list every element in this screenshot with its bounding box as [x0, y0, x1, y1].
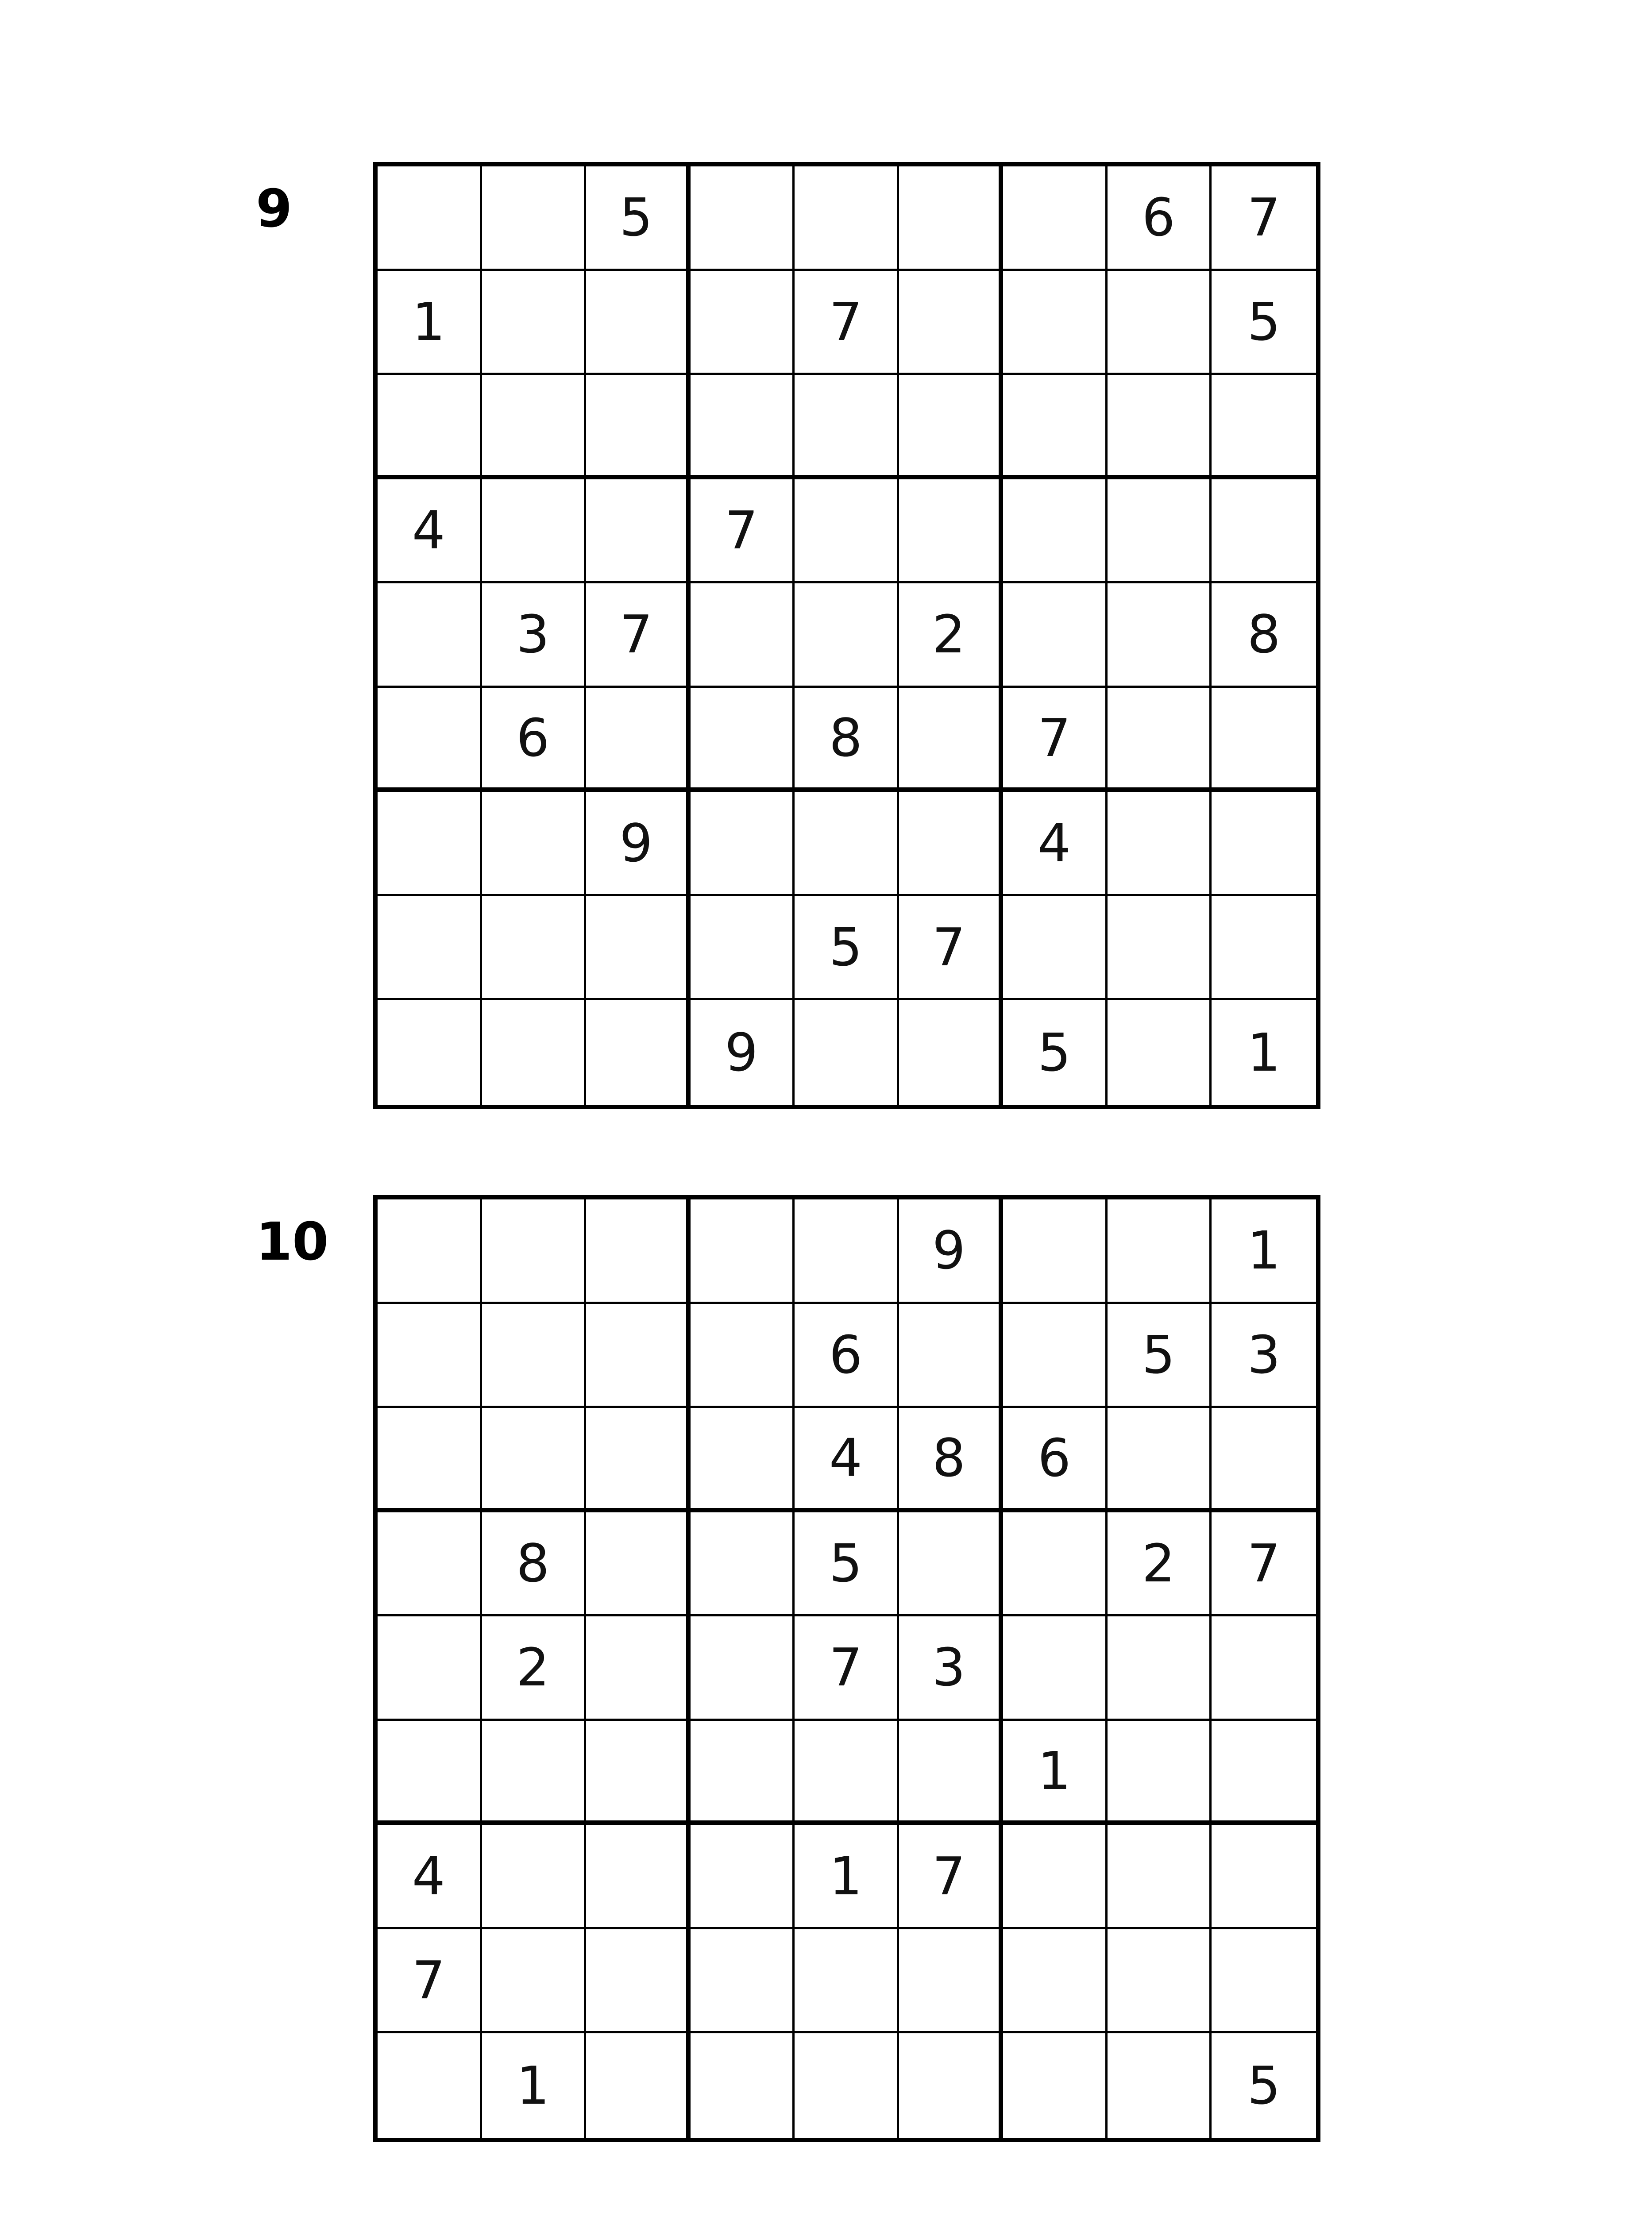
sudoku-cell[interactable] [482, 1000, 587, 1105]
sudoku-cell[interactable] [378, 1408, 482, 1512]
sudoku-cell[interactable]: 6 [1108, 166, 1212, 271]
sudoku-grid-10 [373, 1195, 1320, 2142]
sudoku-cell[interactable]: 5 [795, 896, 899, 1001]
sudoku-cell[interactable]: 4 [795, 1408, 899, 1512]
sudoku-cell[interactable] [1108, 271, 1212, 375]
sudoku-cell[interactable]: 5 [586, 166, 691, 271]
sudoku-cell[interactable]: 4 [1003, 792, 1108, 896]
sudoku-cell[interactable] [795, 479, 899, 584]
sudoku-cell[interactable] [1003, 375, 1108, 479]
sudoku-cell[interactable] [795, 375, 899, 479]
sudoku-cell[interactable]: 8 [1212, 583, 1316, 688]
sudoku-cell[interactable]: 6 [795, 1304, 899, 1408]
sudoku-cell[interactable]: 8 [795, 688, 899, 792]
sudoku-cell[interactable] [1108, 1408, 1212, 1512]
sudoku-cell[interactable] [586, 1512, 691, 1617]
sudoku-cell[interactable] [1108, 375, 1212, 479]
sudoku-cell[interactable] [1108, 2033, 1212, 2138]
sudoku-cell[interactable] [378, 2033, 482, 2138]
sudoku-cell[interactable] [795, 1929, 899, 2034]
sudoku-cell[interactable] [586, 271, 691, 375]
sudoku-cell[interactable] [586, 479, 691, 584]
sudoku-cell[interactable] [899, 792, 1004, 896]
sudoku-cell[interactable] [899, 1000, 1004, 1105]
puzzle-number-10: 10 [256, 1211, 329, 1272]
sudoku-cell[interactable] [691, 1199, 795, 1304]
sudoku-cell[interactable] [482, 1199, 587, 1304]
sudoku-cell[interactable] [691, 375, 795, 479]
sudoku-cell[interactable] [482, 1929, 587, 2034]
sudoku-cell[interactable]: 7 [795, 271, 899, 375]
sudoku-cell[interactable] [691, 583, 795, 688]
sudoku-cell[interactable] [1003, 2033, 1108, 2138]
sudoku-cell[interactable]: 7 [795, 1616, 899, 1721]
sudoku-cell[interactable] [482, 1304, 587, 1408]
sudoku-cell[interactable] [1003, 166, 1108, 271]
sudoku-cell[interactable] [899, 166, 1004, 271]
sudoku-cell[interactable]: 3 [1212, 1304, 1316, 1408]
sudoku-cell[interactable] [586, 1304, 691, 1408]
sudoku-cell[interactable] [899, 1512, 1004, 1617]
sudoku-cell[interactable] [1003, 896, 1108, 1001]
sudoku-cell[interactable] [1003, 1929, 1108, 2034]
sudoku-cell[interactable] [1212, 688, 1316, 792]
sudoku-cell[interactable]: 7 [899, 1825, 1004, 1929]
sudoku-cell[interactable]: 6 [1003, 1408, 1108, 1512]
sudoku-cell[interactable]: 4 [378, 1825, 482, 1929]
sudoku-cell[interactable]: 7 [1212, 1512, 1316, 1617]
sudoku-cell[interactable] [378, 375, 482, 479]
sudoku-cell[interactable] [1003, 1512, 1108, 1617]
sudoku-cell[interactable]: 7 [899, 896, 1004, 1001]
sudoku-cell[interactable] [586, 1929, 691, 2034]
sudoku-cell[interactable] [1212, 375, 1316, 479]
sudoku-cell[interactable] [378, 896, 482, 1001]
puzzle-number-9: 9 [256, 178, 293, 239]
sudoku-cell[interactable] [482, 1825, 587, 1929]
sudoku-cell[interactable] [1108, 1721, 1212, 1825]
sudoku-cell[interactable] [1003, 1199, 1108, 1304]
sudoku-cell[interactable] [1108, 1000, 1212, 1105]
sudoku-cell[interactable] [899, 271, 1004, 375]
sudoku-cell[interactable]: 7 [691, 479, 795, 584]
sudoku-cell[interactable] [482, 896, 587, 1001]
sudoku-cell[interactable] [795, 583, 899, 688]
sudoku-cell[interactable] [378, 1616, 482, 1721]
sudoku-cell[interactable] [378, 583, 482, 688]
sudoku-cell[interactable] [899, 1721, 1004, 1825]
sudoku-cell[interactable]: 5 [1247, 2055, 1281, 2117]
sudoku-cell[interactable] [1003, 1304, 1108, 1408]
sudoku-cell[interactable] [1003, 1616, 1108, 1721]
sudoku-cell[interactable] [691, 688, 795, 792]
sudoku-cell[interactable] [1108, 1199, 1212, 1304]
sudoku-cell[interactable] [691, 1616, 795, 1721]
sudoku-cell[interactable] [1212, 1616, 1316, 1721]
sudoku-cell[interactable] [795, 1000, 899, 1105]
sudoku-cell[interactable] [1108, 479, 1212, 584]
sudoku-cell[interactable] [586, 1825, 691, 1929]
sudoku-cell[interactable] [691, 1512, 795, 1617]
sudoku-cell[interactable] [586, 2033, 691, 2138]
sudoku-cell[interactable] [1212, 1825, 1316, 1929]
sudoku-cell[interactable] [691, 792, 795, 896]
sudoku-cell[interactable] [899, 375, 1004, 479]
sudoku-cell[interactable]: 7 [1212, 166, 1316, 271]
sudoku-cell[interactable]: 5 [1108, 1304, 1212, 1408]
sudoku-cell[interactable] [691, 896, 795, 1001]
sudoku-cell[interactable]: 3 [899, 1616, 1004, 1721]
sudoku-cell[interactable] [1003, 583, 1108, 688]
sudoku-cell[interactable]: 5 [795, 1512, 899, 1617]
sudoku-cell[interactable] [482, 1721, 587, 1825]
sudoku-cell[interactable] [1212, 1929, 1316, 2034]
sudoku-cell[interactable]: 8 [482, 1512, 587, 1617]
sudoku-cell[interactable] [899, 688, 1004, 792]
sudoku-cell[interactable] [1108, 896, 1212, 1001]
sudoku-cell[interactable] [482, 375, 587, 479]
sudoku-cell[interactable] [899, 1304, 1004, 1408]
sudoku-cell[interactable] [1212, 1408, 1316, 1512]
sudoku-cell[interactable] [899, 479, 1004, 584]
sudoku-cell[interactable]: 3 [482, 583, 587, 688]
sudoku-cell[interactable] [1108, 583, 1212, 688]
sudoku-cell[interactable] [1003, 1825, 1108, 1929]
sudoku-cell[interactable] [795, 1199, 899, 1304]
sudoku-cell[interactable]: 7 [586, 583, 691, 688]
sudoku-cell[interactable] [586, 1408, 691, 1512]
sudoku-cell[interactable] [691, 1721, 795, 1825]
sudoku-cell[interactable] [691, 1929, 795, 2034]
sudoku-cell[interactable] [378, 1304, 482, 1408]
sudoku-cell[interactable] [378, 1721, 482, 1825]
sudoku-cell[interactable]: 1 [795, 1825, 899, 1929]
sudoku-cell[interactable] [482, 1408, 587, 1512]
sudoku-cell[interactable]: 1 [378, 271, 482, 375]
sudoku-cell[interactable] [1108, 1825, 1212, 1929]
sudoku-cell[interactable]: 6 [482, 688, 587, 792]
sudoku-cell[interactable] [1108, 792, 1212, 896]
sudoku-cell[interactable]: 1 [1212, 1199, 1316, 1304]
sudoku-cell[interactable] [1108, 1929, 1212, 2034]
sudoku-cell[interactable] [1108, 1616, 1212, 1721]
sudoku-cell[interactable] [795, 166, 899, 271]
sudoku-cell[interactable] [899, 1929, 1004, 2034]
sudoku-cell[interactable] [586, 1616, 691, 1721]
sudoku-cell[interactable] [482, 479, 587, 584]
sudoku-cell[interactable] [691, 1408, 795, 1512]
sudoku-cell[interactable]: 7 [378, 1929, 482, 2034]
sudoku-cell[interactable] [586, 1000, 691, 1105]
sudoku-cell[interactable]: 4 [378, 479, 482, 584]
sudoku-cell[interactable] [482, 271, 587, 375]
sudoku-cell[interactable] [378, 792, 482, 896]
sudoku-cell[interactable]: 2 [899, 583, 1004, 688]
sudoku-cell[interactable] [691, 1304, 795, 1408]
sudoku-cell[interactable] [482, 166, 587, 271]
sudoku-cell[interactable] [482, 792, 587, 896]
sudoku-cell[interactable] [378, 1512, 482, 1617]
sudoku-cell[interactable] [795, 792, 899, 896]
sudoku-cell[interactable] [691, 271, 795, 375]
sudoku-cell[interactable]: 9 [899, 1199, 1004, 1304]
sudoku-cell[interactable] [1003, 271, 1108, 375]
sudoku-cell[interactable] [795, 1721, 899, 1825]
sudoku-cell[interactable]: 9 [691, 1000, 795, 1105]
sudoku-cell[interactable]: 1 [482, 2033, 587, 2138]
sudoku-cell[interactable] [691, 1825, 795, 1929]
sudoku-cell[interactable] [691, 2033, 795, 2138]
sudoku-cell[interactable] [1212, 479, 1316, 584]
sudoku-cell[interactable] [586, 688, 691, 792]
sudoku-cell[interactable] [795, 2033, 899, 2138]
sudoku-cell[interactable]: 2 [482, 1616, 587, 1721]
sudoku-cell[interactable] [378, 166, 482, 271]
sudoku-cell[interactable]: 5 [1212, 271, 1316, 375]
sudoku-cell[interactable] [586, 896, 691, 1001]
sudoku-cell[interactable] [1108, 688, 1212, 792]
sudoku-cell[interactable] [691, 166, 795, 271]
sudoku-cell[interactable]: 9 [586, 792, 691, 896]
sudoku-cell[interactable] [1212, 1721, 1316, 1825]
sudoku-cell[interactable] [378, 1199, 482, 1304]
sudoku-cell[interactable] [1212, 792, 1316, 896]
sudoku-grid-9 [373, 162, 1320, 1109]
sudoku-cell[interactable] [378, 688, 482, 792]
sudoku-cell[interactable]: 8 [899, 1408, 1004, 1512]
sudoku-cell[interactable] [586, 1721, 691, 1825]
sudoku-cell[interactable]: 5 [1003, 1000, 1108, 1105]
sudoku-cell[interactable] [1212, 896, 1316, 1001]
sudoku-cell[interactable]: 1 [1247, 1022, 1281, 1083]
sudoku-cell[interactable]: 2 [1108, 1512, 1212, 1617]
sudoku-cell[interactable]: 1 [1003, 1721, 1108, 1825]
sudoku-cell[interactable] [586, 1199, 691, 1304]
sudoku-cell[interactable] [899, 2033, 1004, 2138]
sudoku-cell[interactable]: 7 [1003, 688, 1108, 792]
sudoku-cell[interactable] [378, 1000, 482, 1105]
sudoku-cell[interactable] [1003, 479, 1108, 584]
sudoku-cell[interactable] [586, 375, 691, 479]
